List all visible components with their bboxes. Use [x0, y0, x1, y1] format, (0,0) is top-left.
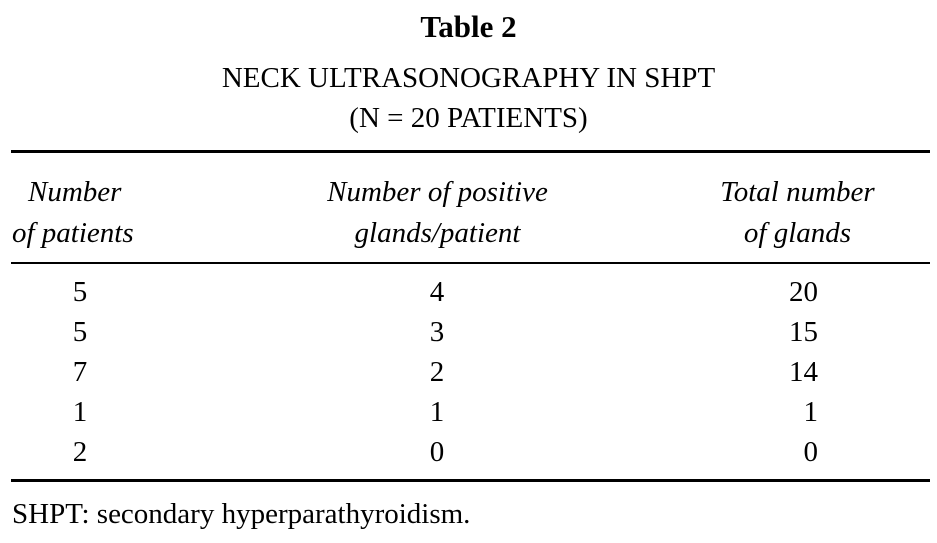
- table-title: [0, 58, 937, 138]
- cell-positive-glands: 2: [429, 356, 445, 388]
- cell-total-glands: 0: [803, 436, 818, 468]
- cell-total-glands: 1: [803, 396, 818, 428]
- table-label: Table 2: [420, 9, 517, 44]
- cell-total-glands: 14: [789, 356, 818, 388]
- bottom-rule: [11, 479, 930, 482]
- cell-positive-glands: 3: [429, 316, 445, 348]
- table-row: [0, 392, 937, 432]
- cell-total-glands: 20: [789, 276, 818, 308]
- header-line: of patients: [12, 217, 134, 249]
- table-row: [0, 272, 937, 312]
- cell-positive-glands: 1: [429, 396, 445, 428]
- header-line: of glands: [743, 217, 852, 249]
- cell-number-of-patients: 7: [72, 356, 88, 388]
- cell-positive-glands: 0: [429, 436, 445, 468]
- header-line: Number of positive: [327, 176, 548, 208]
- table-title-line-1: NECK ULTRASONOGRAPHY IN SHPT: [221, 62, 716, 94]
- table-row: [0, 312, 937, 352]
- header-line: Number: [28, 176, 122, 208]
- cell-positive-glands: 4: [429, 276, 445, 308]
- cell-number-of-patients: 2: [72, 436, 88, 468]
- header-line: glands/patient: [354, 217, 521, 249]
- cell-number-of-patients: 1: [72, 396, 88, 428]
- cell-number-of-patients: 5: [72, 276, 88, 308]
- header-line: Total number: [720, 176, 875, 208]
- table-title-line-2: (N = 20 PATIENTS): [349, 102, 588, 134]
- top-rule: [11, 150, 930, 153]
- header-rule: [11, 262, 930, 264]
- cell-total-glands: 15: [789, 316, 818, 348]
- header-number-of-patients: [12, 172, 134, 254]
- table-footnote: SHPT: secondary hyperparathyroidism.: [12, 498, 471, 530]
- header-positive-glands-per-patient: [300, 172, 575, 254]
- table-row: [0, 432, 937, 472]
- table-row: [0, 352, 937, 392]
- cell-number-of-patients: 5: [72, 316, 88, 348]
- header-total-number-of-glands: [690, 172, 905, 254]
